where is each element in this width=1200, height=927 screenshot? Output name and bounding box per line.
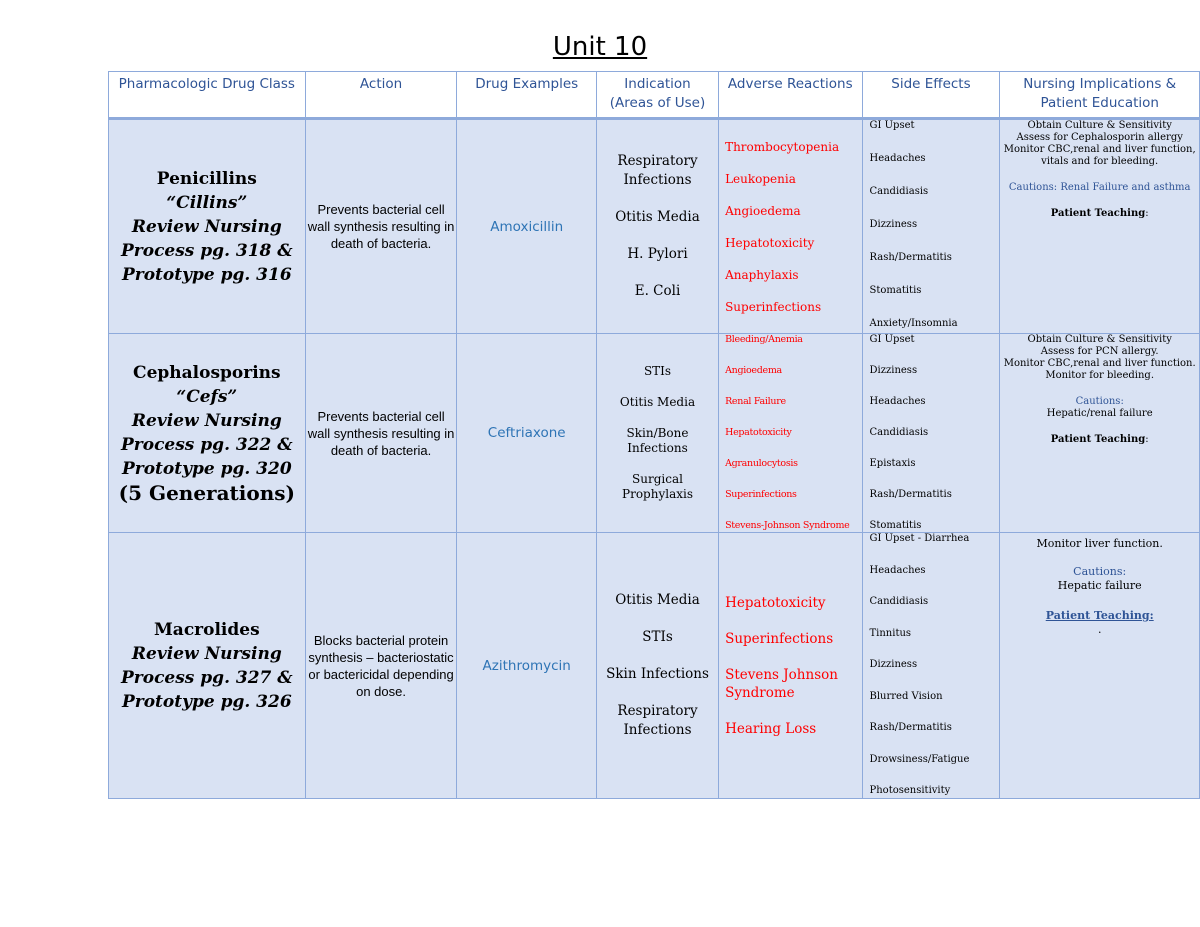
side-effects-cell — [862, 119, 1000, 334]
adverse-item: Hearing Loss — [725, 720, 817, 737]
nursing-cell — [1000, 119, 1200, 334]
adverse-item: Superinfections — [725, 630, 834, 647]
patient-teaching — [1000, 609, 1199, 623]
side-effect-item: Rash/Dermatitis — [869, 489, 952, 500]
adverse-item: Hepatotoxicity — [725, 427, 792, 438]
teaching-label: Patient Teaching: — [1045, 609, 1154, 622]
side-effect-item: Stomatitis — [869, 285, 922, 296]
side-effect-item: Drowsiness/Fatigue — [869, 753, 970, 765]
adverse-cell — [719, 334, 862, 533]
adverse-item: Stevens-Johnson Syndrome — [725, 520, 850, 531]
class-name: Macrolides — [153, 619, 260, 640]
side-effect-item: Dizziness — [869, 365, 918, 376]
drug-example: Ceftriaxone — [457, 334, 596, 533]
side-effect-item: GI Upset — [869, 120, 915, 131]
side-effect-item: Headaches — [869, 396, 926, 407]
side-effect-item: Dizziness — [869, 659, 918, 670]
class-name: Cephalosporins — [133, 363, 281, 383]
indication-item: Skin Infections — [606, 666, 709, 682]
cautions-label: Cautions — [1008, 182, 1054, 193]
class-nickname: “Cillins” — [166, 192, 248, 213]
cautions-text: : — [1120, 396, 1124, 407]
side-effects-cell — [862, 334, 1000, 533]
teaching-label: Patient Teaching — [1050, 208, 1146, 219]
adverse-item: Hepatotoxicity — [725, 594, 826, 611]
cautions-label: Cautions — [1075, 396, 1121, 407]
side-effect-item: Candidiasis — [869, 186, 929, 197]
adverse-cell — [719, 119, 862, 334]
side-effect-item: Epistaxis — [869, 458, 916, 469]
adverse-item: Thrombocytopenia — [725, 139, 840, 154]
nursing-line: Monitor CBC,renal and liver function. — [1003, 358, 1196, 369]
side-effect-item: GI Upset — [869, 334, 915, 345]
review-line: Process pg. 327 & — [120, 667, 293, 688]
nursing-line: Assess for Cephalosporin allergy — [1016, 132, 1183, 143]
side-effect-item: Anxiety/Insomnia — [869, 318, 958, 329]
indication-item: Otitis Media — [615, 209, 700, 225]
indication-item: STIs — [643, 364, 672, 378]
table-row — [109, 533, 1200, 799]
class-name: Penicillins — [156, 168, 257, 189]
header-nursing: Nursing Implications & Patient Education — [1000, 72, 1200, 119]
review-line: Prototype pg. 316 — [121, 264, 292, 285]
review-line: Review Nursing — [131, 643, 282, 664]
adverse-item: Stevens Johnson Syndrome — [725, 666, 838, 701]
side-effect-item: Rash/Dermatitis — [869, 252, 952, 263]
cautions — [1000, 565, 1199, 579]
cautions — [1000, 182, 1199, 194]
action-cell: Blocks bacterial protein synthesis – bacteriostatic or bactericidal depending on dose. — [305, 533, 457, 799]
indication-item: H. Pylori — [627, 246, 688, 262]
indication-item: Otitis Media — [615, 592, 700, 608]
adverse-item: Hepatotoxicity — [725, 235, 815, 250]
drug-table — [108, 71, 1200, 799]
review-line: Process pg. 322 & — [120, 435, 293, 455]
teaching-text: : — [1145, 208, 1149, 219]
table-row — [109, 334, 1200, 533]
adverse-item: Superinfections — [725, 489, 797, 500]
indication-cell — [596, 533, 718, 799]
adverse-item: Anaphylaxis — [725, 267, 799, 282]
indication-item: Surgical Prophylaxis — [622, 472, 693, 501]
side-effect-item: Headaches — [869, 564, 926, 576]
adverse-item: Leukopenia — [725, 171, 796, 186]
cautions-detail: Hepatic failure — [1057, 579, 1142, 592]
indication-item: Skin/Bone Infections — [626, 426, 689, 455]
header-row — [109, 72, 1200, 119]
nursing-line: Obtain Culture & Sensitivity — [1027, 120, 1172, 131]
nursing-cell — [1000, 533, 1200, 799]
cautions — [1000, 396, 1199, 408]
action-cell: Prevents bacterial cell wall synthesis resulting in death of bacteria. — [305, 119, 457, 334]
table-row — [109, 119, 1200, 334]
indication-cell — [596, 119, 718, 334]
header-drug-examples: Drug Examples — [457, 72, 596, 119]
indication-cell — [596, 334, 718, 533]
side-effect-item: GI Upset - Diarrhea — [869, 533, 970, 544]
nursing-line: Monitor CBC,renal and liver function, — [1003, 144, 1196, 155]
nursing-cell — [1000, 334, 1200, 533]
side-effect-item: Blurred Vision — [869, 690, 943, 702]
drug-example: Azithromycin — [457, 533, 596, 799]
header-indication: Indication (Areas of Use) — [596, 72, 718, 119]
class-nickname: “Cefs” — [176, 387, 238, 407]
indication-item: E. Coli — [634, 283, 681, 299]
side-effect-item: Rash/Dermatitis — [869, 722, 952, 733]
drug-class-cell — [109, 334, 306, 533]
cautions-text: : — [1122, 565, 1127, 578]
side-effect-item: Candidiasis — [869, 596, 929, 607]
side-effect-item: Stomatitis — [869, 520, 922, 531]
indication-item: Otitis Media — [619, 395, 696, 409]
patient-teaching — [1000, 434, 1199, 446]
adverse-item: Angioedema — [725, 203, 801, 218]
adverse-item: Renal Failure — [725, 396, 786, 407]
adverse-item: Agranulocytosis — [725, 458, 798, 469]
adverse-item: Bleeding/Anemia — [725, 334, 803, 345]
side-effect-item: Dizziness — [869, 219, 918, 230]
indication-item: STIs — [642, 629, 673, 645]
drug-class-cell — [109, 533, 306, 799]
cautions-text: : Renal Failure and asthma — [1053, 182, 1191, 193]
teaching-label: Patient Teaching — [1050, 434, 1146, 445]
adverse-item: Superinfections — [725, 299, 822, 314]
header-action: Action — [305, 72, 457, 119]
drug-class-cell — [109, 119, 306, 334]
header-side-effects: Side Effects — [862, 72, 1000, 119]
indication-item: Respiratory Infections — [617, 703, 698, 738]
review-line: Prototype pg. 326 — [121, 691, 292, 712]
nursing-line: Monitor liver function. — [1036, 537, 1163, 550]
side-effect-item: Headaches — [869, 153, 926, 164]
drug-example: Amoxicillin — [457, 119, 596, 334]
side-effect-item: Tinnitus — [869, 627, 912, 639]
header-drug-class: Pharmacologic Drug Class — [109, 72, 306, 119]
action-cell: Prevents bacterial cell wall synthesis resulting in death of bacteria. — [305, 334, 457, 533]
nursing-line: Assess for PCN allergy. — [1040, 346, 1159, 357]
side-effect-item: Photosensitivity — [869, 785, 951, 796]
review-line: Review Nursing — [131, 216, 282, 237]
cautions-label: Cautions — [1073, 565, 1123, 578]
nursing-line: vitals and for bleeding. — [1041, 156, 1159, 167]
page-title: Unit 10 — [552, 32, 648, 62]
teaching-text: . — [1097, 623, 1102, 636]
adverse-cell — [719, 533, 862, 799]
side-effects-cell — [862, 533, 1000, 799]
generations: (5 Generations) — [118, 481, 295, 505]
indication-item: Respiratory Infections — [617, 153, 698, 188]
review-line: Review Nursing — [131, 411, 282, 431]
header-adverse-reactions: Adverse Reactions — [719, 72, 862, 119]
cautions-detail: Hepatic/renal failure — [1046, 408, 1153, 419]
nursing-line: Monitor for bleeding. — [1045, 370, 1155, 381]
nursing-line: Obtain Culture & Sensitivity — [1027, 334, 1172, 345]
review-line: Prototype pg. 320 — [121, 459, 292, 479]
teaching-text: : — [1145, 434, 1149, 445]
review-line: Process pg. 318 & — [120, 240, 293, 261]
side-effect-item: Candidiasis — [869, 427, 929, 438]
patient-teaching — [1000, 208, 1199, 220]
adverse-item: Angioedema — [725, 365, 782, 376]
